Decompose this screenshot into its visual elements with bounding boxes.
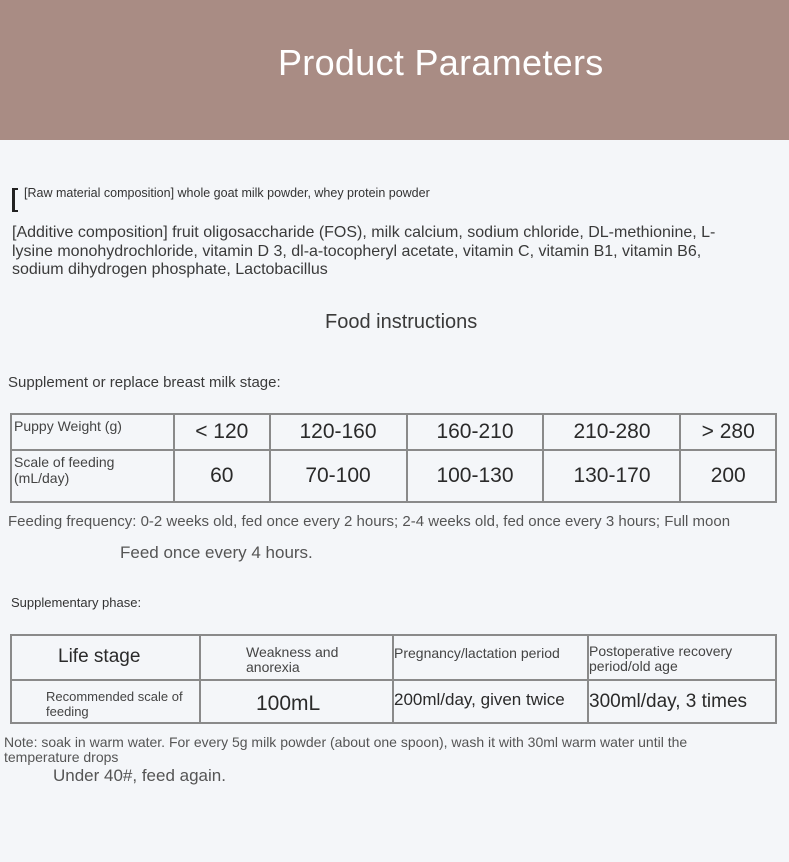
additive-composition: [Additive composition] fruit oligosaccharide (FOS), milk calcium, sodium chloride, DL-methionine, L-lysine monohydrochloride, vitamin D 3, dl-a-tocopheryl acetate, vitamin C, vitamin B1, vitamin B6, sodium dihydrogen phosphate, Lactobacillus bbox=[12, 224, 716, 278]
preparation-note-continued: Under 40#, feed again. bbox=[53, 766, 226, 785]
feeding-table-puppy bbox=[10, 413, 777, 503]
stage-cell: Weakness and anorexia bbox=[200, 635, 393, 680]
weight-label: Puppy Weight (g) bbox=[11, 414, 174, 450]
weight-cell: < 120 bbox=[174, 414, 270, 450]
bracket-mark bbox=[12, 188, 18, 212]
preparation-note: Note: soak in warm water. For every 5g milk powder (about one spoon), wash it with 30ml warm water until the temperature drops bbox=[4, 734, 688, 765]
feeding-cell: 70-100 bbox=[270, 450, 407, 502]
table-row bbox=[11, 450, 776, 502]
weight-cell: 210-280 bbox=[543, 414, 680, 450]
table-row bbox=[11, 680, 776, 723]
weight-cell: > 280 bbox=[680, 414, 776, 450]
feeding-table-supplementary bbox=[10, 634, 777, 724]
recommended-label bbox=[11, 680, 200, 723]
amount-cell: 300ml/day, 3 times bbox=[588, 680, 776, 723]
life-stage-label: Life stage bbox=[11, 635, 200, 680]
feeding-frequency: Feeding frequency: 0-2 weeks old, fed once every 2 hours; 2-4 weeks old, fed once every 3 hours; Full moon bbox=[8, 513, 731, 530]
amount-cell: 100mL bbox=[200, 680, 393, 723]
recommended-label-text: Recommended scale of feeding bbox=[46, 688, 183, 719]
section-title: Food instructions bbox=[325, 311, 478, 333]
feeding-cell: 130-170 bbox=[543, 450, 680, 502]
weight-cell: 120-160 bbox=[270, 414, 407, 450]
header-banner bbox=[0, 0, 789, 140]
amount-cell: 200ml/day, given twice bbox=[393, 680, 588, 723]
page-title: Product Parameters bbox=[278, 42, 604, 83]
weight-cell: 160-210 bbox=[407, 414, 544, 450]
table-row bbox=[11, 414, 776, 450]
feeding-cell: 100-130 bbox=[407, 450, 544, 502]
feeding-frequency-continued: Feed once every 4 hours. bbox=[120, 543, 313, 562]
feeding-label: Scale of feeding (mL/day) bbox=[11, 450, 174, 502]
raw-composition: [Raw material composition] whole goat milk powder, whey protein powder bbox=[24, 186, 430, 200]
stage-cell: Pregnancy/lactation period bbox=[393, 635, 588, 680]
feeding-cell: 60 bbox=[174, 450, 270, 502]
stage-cell: Postoperative recovery period/old age bbox=[588, 635, 776, 680]
table-row bbox=[11, 635, 776, 680]
stage2-label: Supplementary phase: bbox=[11, 595, 142, 610]
stage1-label: Supplement or replace breast milk stage: bbox=[8, 374, 281, 391]
feeding-cell: 200 bbox=[680, 450, 776, 502]
